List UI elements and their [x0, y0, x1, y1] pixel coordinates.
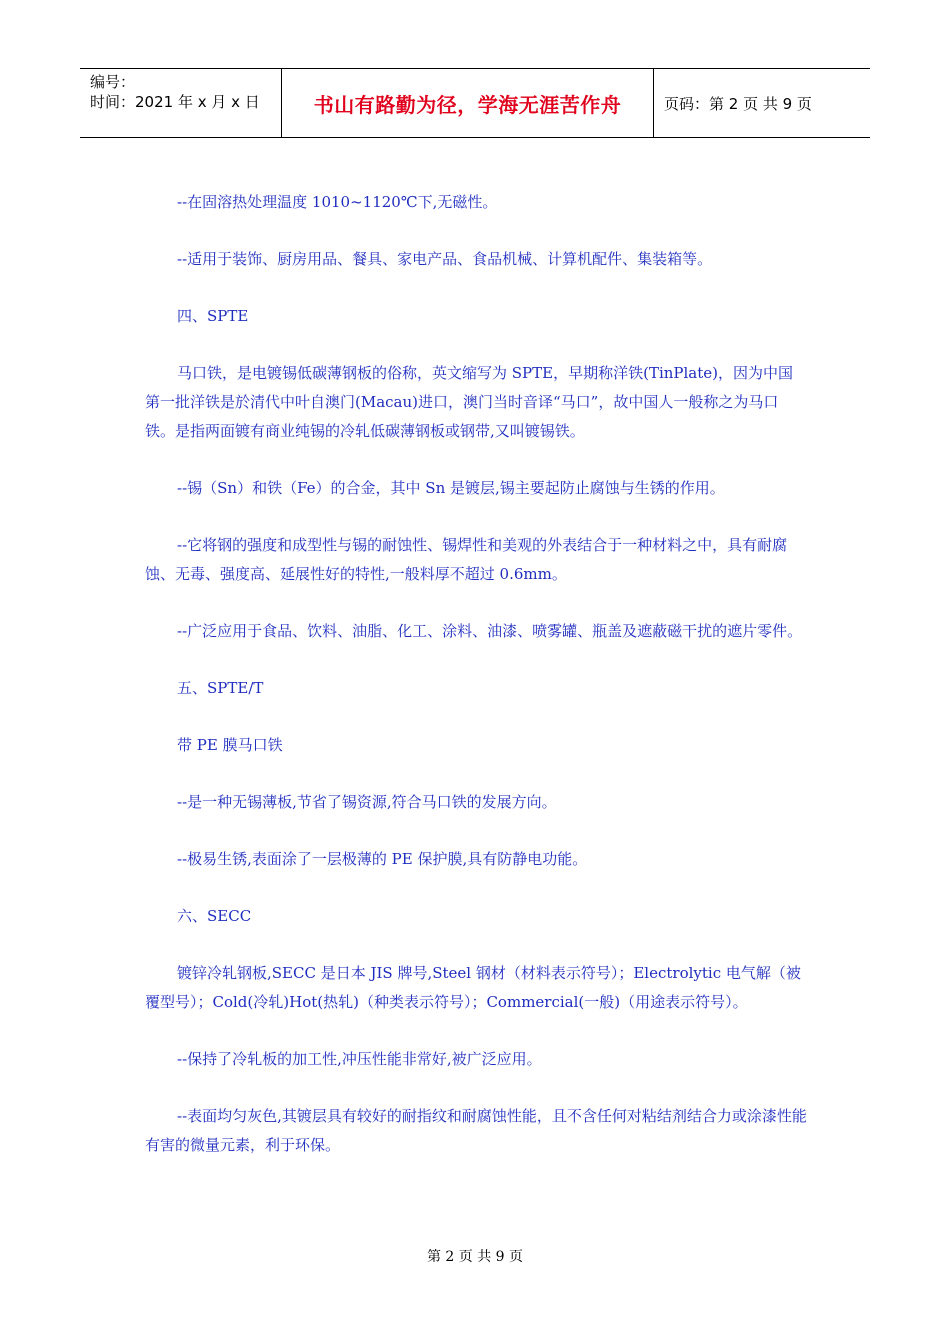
document-date: 时间：2021 年 x 月 x 日: [90, 93, 260, 111]
document-number-label: 编号：: [90, 73, 136, 91]
body-paragraph: --适用于装饰、厨房用品、餐具、家电产品、食品机械、计算机配件、集装箱等。: [177, 250, 713, 268]
body-paragraph: --表面均匀灰色,其镀层具有较好的耐指纹和耐腐蚀性能，且不含任何对粘结剂结合力或涂漆性能有害的微量元素，利于环保。: [145, 1107, 807, 1154]
body-paragraph: --广泛应用于食品、饮料、油脂、化工、涂料、油漆、喷雾罐、瓶盖及遮蔽磁干扰的遮片零件。: [177, 622, 803, 640]
body-paragraph: 带 PE 膜马口铁: [177, 736, 283, 754]
header-page-info-cell: [654, 69, 870, 137]
page-header: [80, 68, 870, 138]
header-page-info: 页码：第 2 页 共 9 页: [664, 94, 812, 113]
body-paragraph: 镀锌冷轧钢板,SECC 是日本 JIS 牌号,Steel 钢材（材料表示符号）；Electrolytic 电气解（被覆型号）；Cold(冷轧)Hot(热轧)（种类表示符号）；Commercial(一般)（用途表示符号）。: [145, 964, 801, 1011]
section-heading-spte: 四、SPTE: [177, 307, 249, 325]
header-meta: [80, 69, 282, 137]
body-paragraph: --它将钢的强度和成型性与锡的耐蚀性、锡焊性和美观的外表结合于一种材料之中，具有耐腐蚀、无毒、强度高、延展性好的特性,一般料厚不超过 0.6mm。: [145, 536, 788, 583]
document-body: [145, 188, 807, 1188]
body-paragraph: --是一种无锡薄板,节省了锡资源,符合马口铁的发展方向。: [177, 793, 557, 811]
section-heading-spte-t: 五、SPTE/T: [177, 679, 264, 697]
body-paragraph: 马口铁，是电镀锡低碳薄钢板的俗称，英文缩写为 SPTE，早期称洋铁(TinPlate)，因为中国第一批洋铁是於清代中叶自澳门(Macau)进口，澳门当时音译“马口”，故中国人一般称之为马口铁。是指两面镀有商业纯锡的冷轧低碳薄钢板或钢带,又叫镀锡铁。: [145, 364, 793, 440]
header-motto-cell: [282, 69, 654, 137]
body-paragraph: --锡（Sn）和铁（Fe）的合金，其中 Sn 是镀层,锡主要起防止腐蚀与生锈的作用。: [177, 479, 725, 497]
section-heading-secc: 六、SECC: [177, 907, 252, 925]
body-paragraph: --极易生锈,表面涂了一层极薄的 PE 保护膜,具有防静电功能。: [177, 850, 588, 868]
header-motto: 书山有路勤为径，学海无涯苦作舟: [313, 92, 622, 117]
page-footer: [0, 1246, 950, 1266]
body-paragraph: --在固溶热处理温度 1010~1120℃下,无磁性。: [177, 193, 498, 211]
body-paragraph: --保持了冷轧板的加工性,冲压性能非常好,被广泛应用。: [177, 1050, 542, 1068]
footer-page-number: 第 2 页 共 9 页: [426, 1249, 524, 1265]
